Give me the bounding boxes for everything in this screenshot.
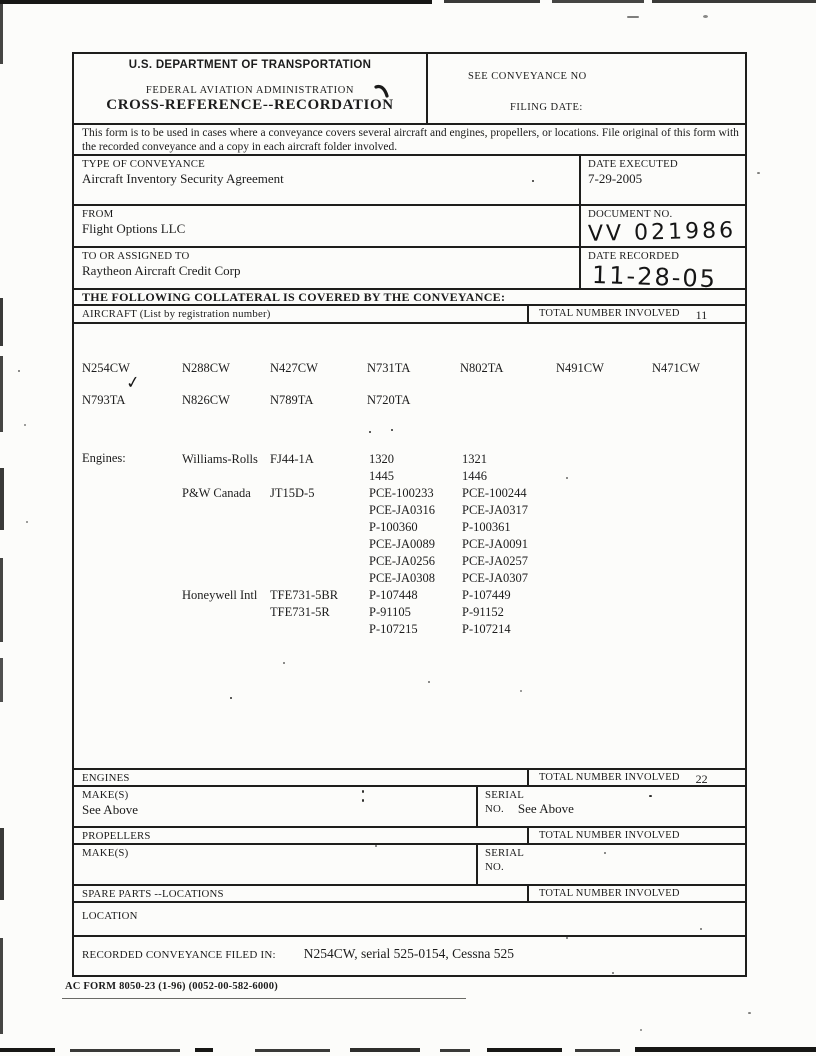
scan-edge-left (0, 468, 4, 530)
propellers-section-header (74, 828, 745, 845)
engine-cell: Williams-Rolls (182, 452, 258, 466)
engine-cell: PCE-JA0307 (462, 571, 528, 585)
from-row (74, 206, 745, 248)
engine-cell: PCE-100244 (462, 486, 527, 500)
engine-cell (270, 621, 369, 638)
scan-edge-top (444, 0, 540, 3)
scan-speck (640, 1029, 642, 1031)
scan-speck (703, 15, 708, 18)
form-instructions: This form is to be used in cases where a conveyance covers several aircraft and engines, propellers, or locations. File original of this form with the recorded conveyance and a copy in each aircraft folder involved. (74, 125, 745, 156)
scan-speck (748, 1012, 751, 1014)
scan-edge-bottom (350, 1048, 420, 1052)
scan-speck (26, 521, 28, 523)
scan-edge-bottom (440, 1049, 470, 1052)
aircraft-registration: N731TA (367, 361, 411, 375)
aircraft-label: AIRCRAFT (List by registration number) (82, 308, 271, 320)
engine-row (182, 519, 745, 536)
engine-row (182, 485, 745, 502)
engine-cell: Honeywell Intl (182, 588, 258, 602)
recorded-conveyance-row (74, 937, 745, 975)
aircraft-registration: N471CW (652, 361, 700, 375)
scan-edge-top (0, 0, 432, 4)
engine-row (182, 536, 745, 553)
propellers-makes-label: MAKE(S) (82, 847, 129, 859)
pen-checkmark: ✓ (124, 372, 142, 394)
aircraft-registration-row (82, 393, 745, 408)
engine-cell: FJ44-1A (270, 452, 314, 466)
engine-cell: PCE-JA0089 (369, 537, 435, 551)
engine-cell (270, 502, 369, 519)
scan-edge-bottom (0, 1048, 55, 1052)
pen-stroke-mark (374, 84, 392, 100)
engine-cell: PCE-JA0091 (462, 537, 528, 551)
engine-cell (270, 570, 369, 587)
engines-makes-value: See Above (82, 802, 138, 817)
scan-speck (757, 172, 760, 174)
scan-edge-left (0, 558, 3, 642)
from-label: FROM (82, 208, 114, 220)
engines-label: ENGINES (82, 772, 130, 784)
aircraft-total-label: TOTAL NUMBER INVOLVED (539, 308, 680, 319)
to-row (74, 248, 745, 294)
date-executed-cell (579, 156, 745, 204)
engine-cell (182, 468, 270, 485)
aircraft-registration: N254CW (82, 361, 130, 375)
engine-row (182, 604, 745, 621)
engine-row (182, 570, 745, 587)
aircraft-total-box (527, 306, 745, 322)
spare-parts-total-label: TOTAL NUMBER INVOLVED (539, 888, 680, 899)
scan-edge-bottom (70, 1049, 180, 1052)
propellers-total-box (527, 828, 745, 843)
engine-cell: PCE-JA0317 (462, 503, 528, 517)
aircraft-registration: N793TA (82, 393, 126, 407)
propellers-label: PROPELLERS (82, 830, 151, 842)
scan-edge-bottom (487, 1048, 562, 1052)
engine-cell: P-107214 (462, 622, 511, 636)
engine-cell (182, 570, 270, 587)
engine-cell: P-107449 (462, 588, 511, 602)
engine-cell: 1321 (462, 452, 487, 466)
faa-cross-reference-form (72, 52, 747, 977)
to-value: Raytheon Aircraft Credit Corp (82, 263, 241, 278)
spare-parts-total-box (527, 886, 745, 901)
document-no-handwritten-value: VV 021986 (587, 218, 737, 247)
engine-row (182, 451, 745, 468)
engine-cell (270, 536, 369, 553)
propellers-serial-cell (478, 845, 745, 884)
location-row (74, 903, 745, 937)
date-executed-value: 7-29-2005 (588, 171, 643, 186)
from-cell (74, 206, 579, 246)
form-title: CROSS-REFERENCE--RECORDATION (106, 97, 394, 113)
engines-make-serial-row (74, 787, 745, 828)
propellers-makes-cell (74, 845, 478, 884)
scan-edge-left (0, 828, 4, 900)
collateral-banner: THE FOLLOWING COLLATERAL IS COVERED BY THE CONVEYANCE: (74, 290, 745, 306)
spare-parts-section-header (74, 886, 745, 903)
engine-cell: PCE-100233 (369, 486, 434, 500)
form-header (74, 54, 745, 125)
aircraft-section-header (74, 306, 745, 324)
date-recorded-handwritten-value: 11-28-05 (591, 260, 718, 294)
department-title: U.S. DEPARTMENT OF TRANSPORTATION (128, 59, 372, 71)
engines-serial-no-label: NO. (485, 803, 504, 815)
to-cell (74, 248, 579, 288)
engine-cell (182, 536, 270, 553)
engines-list-label: Engines: (82, 451, 126, 465)
engine-cell: P&W Canada (182, 486, 251, 500)
engines-makes-label: MAKE(S) (82, 789, 129, 801)
aircraft-registration-row (82, 361, 745, 376)
propellers-total-label: TOTAL NUMBER INVOLVED (539, 830, 680, 841)
engines-serial-cell (478, 787, 745, 826)
engine-cell (270, 553, 369, 570)
scan-speck (24, 424, 26, 426)
engine-row (182, 502, 745, 519)
engine-cell: PCE-JA0256 (369, 554, 435, 568)
document-no-cell (579, 206, 745, 246)
engine-cell: P-100361 (462, 520, 511, 534)
engine-cell (182, 519, 270, 536)
engine-cell (182, 604, 270, 621)
filing-date-label: FILING DATE: (510, 102, 583, 113)
engine-cell (182, 502, 270, 519)
engines-total-label: TOTAL NUMBER INVOLVED (539, 772, 680, 783)
engines-serial-label: SERIAL (485, 789, 524, 801)
engine-cell: TFE731-5BR (270, 588, 339, 602)
engines-total-value: 22 (695, 772, 708, 786)
aircraft-registration: N789TA (270, 393, 314, 407)
propellers-serial-no-label: NO. (485, 861, 504, 873)
spare-parts-label: SPARE PARTS --LOCATIONS (82, 888, 224, 900)
engine-cell: PCE-JA0308 (369, 571, 435, 585)
scan-edge-top (552, 0, 644, 3)
engine-cell (270, 519, 369, 536)
conveyance-no-box (428, 54, 745, 123)
scan-edge-left (0, 298, 3, 346)
scan-edge-left (0, 658, 3, 702)
type-of-conveyance-row (74, 156, 745, 206)
engine-cell: PCE-JA0316 (369, 503, 435, 517)
scan-speck (627, 16, 639, 18)
engine-cell: P-107448 (369, 588, 418, 602)
date-recorded-label: DATE RECORDED (588, 250, 680, 262)
engine-cell (182, 621, 270, 638)
engines-makes-cell (74, 787, 478, 826)
scan-edge-bottom (255, 1049, 330, 1052)
aircraft-registrations (82, 361, 745, 408)
engine-cell: TFE731-5R (270, 605, 330, 619)
engine-cell: 1445 (369, 469, 394, 483)
scan-edge-bottom (195, 1048, 213, 1052)
engines-serial-value: See Above (517, 801, 574, 816)
engine-cell: PCE-JA0257 (462, 554, 528, 568)
date-recorded-cell (579, 248, 745, 294)
agency-title: FEDERAL AVIATION ADMINISTRATION (145, 85, 355, 96)
engine-cell: 1320 (369, 452, 394, 466)
engine-cell (270, 468, 369, 485)
engine-cell: P-91152 (462, 605, 504, 619)
type-of-conveyance-value: Aircraft Inventory Security Agreement (82, 171, 284, 186)
aircraft-registration: N491CW (556, 361, 604, 375)
scan-edge-bottom (575, 1049, 620, 1052)
aircraft-total-value: 11 (695, 308, 708, 322)
scan-edge-left (0, 356, 3, 432)
from-value: Flight Options LLC (82, 221, 186, 236)
scan-speck (18, 370, 20, 372)
engine-row (182, 553, 745, 570)
propellers-make-serial-row (74, 845, 745, 886)
aircraft-registration: N802TA (460, 361, 504, 375)
engine-cell (182, 553, 270, 570)
engine-cell: 1446 (462, 469, 487, 483)
date-executed-label: DATE EXECUTED (588, 158, 678, 170)
recorded-conveyance-label: RECORDED CONVEYANCE FILED IN: (82, 949, 276, 961)
to-label: TO OR ASSIGNED TO (82, 250, 190, 262)
engine-cell: JT15D-5 (270, 486, 315, 500)
aircraft-registration: N427CW (270, 361, 318, 375)
collateral-list-area (74, 324, 745, 770)
document-no-label: DOCUMENT NO. (588, 208, 673, 220)
engine-row (182, 621, 745, 638)
engine-row (182, 468, 745, 485)
location-label: LOCATION (82, 910, 138, 922)
type-of-conveyance-cell (74, 156, 579, 204)
engines-total-box (527, 770, 745, 785)
type-of-conveyance-label: TYPE OF CONVEYANCE (82, 158, 205, 170)
aircraft-registration: N720TA (367, 393, 411, 407)
aircraft-registration: N288CW (182, 361, 230, 375)
scan-edge-bottom (635, 1047, 816, 1052)
engine-cell: P-91105 (369, 605, 411, 619)
engine-cell: P-107215 (369, 622, 418, 636)
engine-row (182, 587, 745, 604)
form-number-footer: AC FORM 8050-23 (1-96) (0052-00-582-6000) (65, 981, 278, 992)
recorded-conveyance-value: N254CW, serial 525-0154, Cessna 525 (303, 946, 514, 961)
scan-line (62, 998, 466, 999)
aircraft-registration: N826CW (182, 393, 230, 407)
propellers-serial-label: SERIAL (485, 847, 524, 859)
scan-edge-left (0, 938, 3, 1034)
engine-cell: P-100360 (369, 520, 418, 534)
scan-edge-top (652, 0, 816, 3)
engines-section-header (74, 770, 745, 787)
scan-edge-left (0, 4, 3, 64)
engines-serial-table (182, 451, 745, 638)
see-conveyance-label: SEE CONVEYANCE NO (468, 71, 587, 82)
